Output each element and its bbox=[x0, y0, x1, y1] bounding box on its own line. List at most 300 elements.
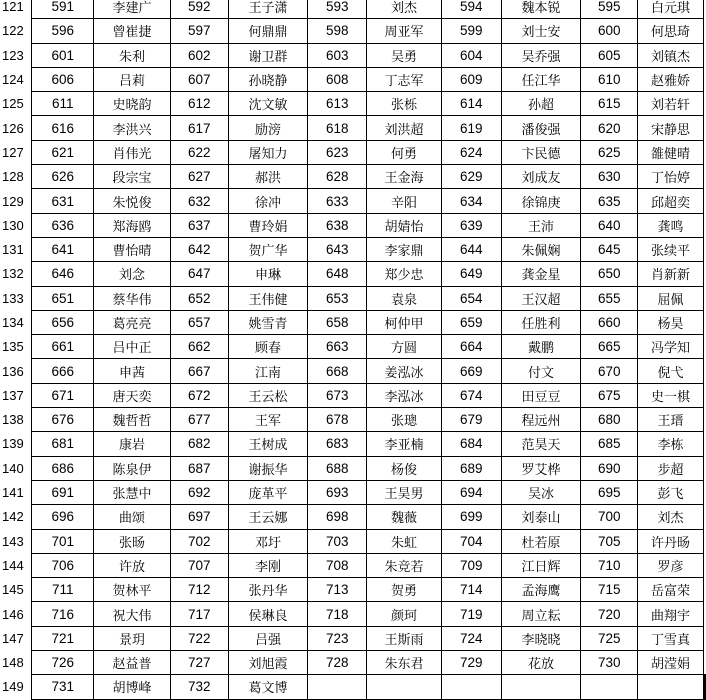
seat-number-cell[interactable]: 603 bbox=[308, 43, 367, 67]
person-name-cell[interactable]: 颜珂 bbox=[367, 602, 442, 626]
seat-number-cell[interactable]: 702 bbox=[170, 529, 228, 553]
person-name-cell[interactable]: 戴鹏 bbox=[501, 335, 581, 359]
seat-number-cell[interactable]: 633 bbox=[308, 189, 367, 213]
seat-number-cell[interactable]: 668 bbox=[308, 359, 367, 383]
seat-number-cell[interactable]: 624 bbox=[441, 140, 501, 164]
seat-number-cell[interactable]: 724 bbox=[441, 626, 501, 650]
seat-number-cell[interactable]: 630 bbox=[581, 165, 638, 189]
seat-number-cell[interactable]: 665 bbox=[581, 335, 638, 359]
seat-number-cell[interactable]: 716 bbox=[32, 602, 94, 626]
person-name-cell[interactable]: 励滂 bbox=[228, 116, 308, 140]
person-name-cell[interactable]: 蔡华伟 bbox=[94, 286, 171, 310]
seat-number-cell[interactable]: 606 bbox=[32, 67, 94, 91]
seat-number-cell[interactable]: 629 bbox=[441, 165, 501, 189]
seat-number-cell[interactable]: 699 bbox=[441, 505, 501, 529]
seat-number-cell[interactable]: 658 bbox=[308, 310, 367, 334]
person-name-cell[interactable]: 徐冲 bbox=[228, 189, 308, 213]
person-name-cell[interactable]: 龚金星 bbox=[501, 262, 581, 286]
person-name-cell[interactable]: 贺勇 bbox=[367, 578, 442, 602]
person-name-cell[interactable]: 陈泉伊 bbox=[94, 456, 171, 480]
seat-number-cell[interactable]: 617 bbox=[170, 116, 228, 140]
seat-number-cell[interactable]: 689 bbox=[441, 456, 501, 480]
seat-number-cell[interactable]: 627 bbox=[170, 165, 228, 189]
person-name-cell[interactable]: 贺广华 bbox=[228, 237, 308, 261]
person-name-cell[interactable]: 潘俊强 bbox=[501, 116, 581, 140]
person-name-cell[interactable]: 魏哲哲 bbox=[94, 408, 171, 432]
seat-number-cell[interactable]: 712 bbox=[170, 578, 228, 602]
person-name-cell[interactable]: 冯学知 bbox=[638, 335, 704, 359]
person-name-cell[interactable]: 卞民德 bbox=[501, 140, 581, 164]
row-number: 127 bbox=[2, 144, 24, 160]
seat-number-cell[interactable]: 723 bbox=[308, 626, 367, 650]
person-name-cell[interactable]: 王金海 bbox=[367, 165, 442, 189]
person-name-cell[interactable]: 步超 bbox=[638, 456, 704, 480]
person-name-cell[interactable]: 刘若轩 bbox=[638, 92, 704, 116]
person-name-cell[interactable]: 岳富荣 bbox=[638, 578, 704, 602]
person-name-cell[interactable]: 刘旭霞 bbox=[228, 651, 308, 675]
person-name-cell[interactable]: 丁怡婷 bbox=[638, 165, 704, 189]
seat-number-cell[interactable]: 654 bbox=[441, 286, 501, 310]
person-name-cell[interactable]: 周亚军 bbox=[367, 19, 442, 43]
seat-number-cell[interactable]: 601 bbox=[32, 43, 94, 67]
person-name-cell[interactable]: 柯仲甲 bbox=[367, 310, 442, 334]
person-name-cell[interactable]: 付文 bbox=[501, 359, 581, 383]
person-name-cell[interactable]: 吴冰 bbox=[501, 480, 581, 504]
person-name-cell[interactable]: 张栎 bbox=[367, 92, 442, 116]
seat-number-cell[interactable]: 727 bbox=[170, 651, 228, 675]
person-name-cell[interactable]: 朱佩娴 bbox=[501, 237, 581, 261]
person-name-cell[interactable]: 罗彦 bbox=[638, 553, 704, 577]
person-name-cell[interactable]: 白元琪 bbox=[638, 0, 704, 19]
seat-number-cell[interactable]: 644 bbox=[441, 237, 501, 261]
seat-number-cell[interactable]: 635 bbox=[581, 189, 638, 213]
person-name-cell[interactable]: 魏本锐 bbox=[501, 0, 581, 19]
seat-number-cell[interactable]: 714 bbox=[441, 578, 501, 602]
seat-number-cell[interactable]: 645 bbox=[581, 237, 638, 261]
seat-number-cell[interactable]: 679 bbox=[441, 408, 501, 432]
person-name-cell[interactable]: 方圆 bbox=[367, 335, 442, 359]
seat-number-cell[interactable]: 609 bbox=[441, 67, 501, 91]
person-name-cell[interactable]: 张慧中 bbox=[94, 480, 171, 504]
person-name-cell[interactable]: 庞革平 bbox=[228, 480, 308, 504]
seat-number-cell[interactable]: 717 bbox=[170, 602, 228, 626]
seat-number-cell[interactable]: 632 bbox=[170, 189, 228, 213]
seat-number-cell[interactable]: 651 bbox=[32, 286, 94, 310]
person-name-cell[interactable]: 倪弋 bbox=[638, 359, 704, 383]
seat-number-cell[interactable]: 685 bbox=[581, 432, 638, 456]
person-name-cell[interactable]: 郑海鸥 bbox=[94, 213, 171, 237]
person-name-cell[interactable]: 王树成 bbox=[228, 432, 308, 456]
seat-number-cell[interactable]: 673 bbox=[308, 383, 367, 407]
seat-number-cell[interactable]: 655 bbox=[581, 286, 638, 310]
person-name-cell[interactable]: 辛阳 bbox=[367, 189, 442, 213]
person-name-cell[interactable]: 郑少忠 bbox=[367, 262, 442, 286]
seat-number-cell[interactable]: 607 bbox=[170, 67, 228, 91]
person-name-cell[interactable]: 周立耘 bbox=[501, 602, 581, 626]
seat-number-cell[interactable]: 622 bbox=[170, 140, 228, 164]
seat-number-cell[interactable]: 620 bbox=[581, 116, 638, 140]
person-name-cell[interactable]: 张璁 bbox=[367, 408, 442, 432]
person-name-cell[interactable]: 贺林平 bbox=[94, 578, 171, 602]
seat-number-cell[interactable]: 637 bbox=[170, 213, 228, 237]
person-name-cell[interactable]: 邓圩 bbox=[228, 529, 308, 553]
seat-number-cell[interactable]: 720 bbox=[581, 602, 638, 626]
seat-number-cell[interactable]: 643 bbox=[308, 237, 367, 261]
person-name-cell[interactable]: 王云娜 bbox=[228, 505, 308, 529]
seat-number-cell[interactable]: 726 bbox=[32, 651, 94, 675]
person-name-cell[interactable]: 曲颂 bbox=[94, 505, 171, 529]
seat-number-cell[interactable]: 649 bbox=[441, 262, 501, 286]
person-name-cell[interactable]: 范昊天 bbox=[501, 432, 581, 456]
person-name-cell[interactable]: 段宗宝 bbox=[94, 165, 171, 189]
seat-number-cell[interactable] bbox=[581, 675, 638, 699]
person-name-cell[interactable]: 葛文博 bbox=[228, 675, 308, 699]
person-name-cell[interactable]: 任江华 bbox=[501, 67, 581, 91]
seat-number-cell[interactable]: 599 bbox=[441, 19, 501, 43]
seat-number-cell[interactable]: 683 bbox=[308, 432, 367, 456]
seat-number-cell[interactable]: 729 bbox=[441, 651, 501, 675]
person-name-cell[interactable]: 姜泓冰 bbox=[367, 359, 442, 383]
seat-number-cell[interactable]: 725 bbox=[581, 626, 638, 650]
seat-number-cell[interactable]: 591 bbox=[32, 0, 94, 19]
person-name-cell[interactable]: 王斯雨 bbox=[367, 626, 442, 650]
person-name-cell[interactable]: 唐天奕 bbox=[94, 383, 171, 407]
person-name-cell[interactable]: 李栋 bbox=[638, 432, 704, 456]
seat-number-cell[interactable]: 598 bbox=[308, 19, 367, 43]
seat-number-cell[interactable]: 695 bbox=[581, 480, 638, 504]
row-number: 136 bbox=[2, 363, 24, 379]
seat-number-cell[interactable]: 681 bbox=[32, 432, 94, 456]
person-name-cell[interactable]: 赵益普 bbox=[94, 651, 171, 675]
person-name-cell[interactable]: 吴勇 bbox=[367, 43, 442, 67]
person-name-cell[interactable]: 孟海鹰 bbox=[501, 578, 581, 602]
seat-number-cell[interactable]: 641 bbox=[32, 237, 94, 261]
person-name-cell[interactable]: 郝洪 bbox=[228, 165, 308, 189]
seat-number-cell[interactable]: 721 bbox=[32, 626, 94, 650]
seat-number-cell[interactable]: 669 bbox=[441, 359, 501, 383]
person-name-cell[interactable]: 邱超奕 bbox=[638, 189, 704, 213]
seat-number-cell[interactable]: 690 bbox=[581, 456, 638, 480]
seat-number-cell[interactable]: 616 bbox=[32, 116, 94, 140]
person-name-cell[interactable]: 谢振华 bbox=[228, 456, 308, 480]
seat-number-cell[interactable]: 634 bbox=[441, 189, 501, 213]
person-name-cell[interactable] bbox=[501, 675, 581, 699]
person-name-cell[interactable]: 许放 bbox=[94, 553, 171, 577]
person-name-cell[interactable]: 王云松 bbox=[228, 383, 308, 407]
seat-number-cell[interactable]: 621 bbox=[32, 140, 94, 164]
person-name-cell[interactable]: 肖伟光 bbox=[94, 140, 171, 164]
person-name-cell[interactable]: 李洪兴 bbox=[94, 116, 171, 140]
table-row bbox=[0, 383, 706, 407]
person-name-cell[interactable]: 李晓晓 bbox=[501, 626, 581, 650]
person-name-cell[interactable]: 屠知力 bbox=[228, 140, 308, 164]
person-name-cell[interactable]: 江日辉 bbox=[501, 553, 581, 577]
person-name-cell[interactable]: 刘洪超 bbox=[367, 116, 442, 140]
seat-number-cell[interactable]: 698 bbox=[308, 505, 367, 529]
person-name-cell[interactable]: 王沛 bbox=[501, 213, 581, 237]
seat-number-cell[interactable]: 692 bbox=[170, 480, 228, 504]
seat-number-cell[interactable]: 677 bbox=[170, 408, 228, 432]
seat-number-cell[interactable]: 732 bbox=[170, 675, 228, 699]
person-name-cell[interactable]: 胡滢娟 bbox=[638, 651, 704, 675]
person-name-cell[interactable]: 孙晓静 bbox=[228, 67, 308, 91]
person-name-cell[interactable]: 吴乔强 bbox=[501, 43, 581, 67]
seat-number-cell[interactable]: 713 bbox=[308, 578, 367, 602]
row-number: 130 bbox=[2, 217, 24, 233]
person-name-cell[interactable]: 彭飞 bbox=[638, 480, 704, 504]
seat-number-cell[interactable]: 704 bbox=[441, 529, 501, 553]
person-name-cell[interactable]: 申茜 bbox=[94, 359, 171, 383]
person-name-cell[interactable]: 沈文敏 bbox=[228, 92, 308, 116]
person-name-cell[interactable]: 王伟健 bbox=[228, 286, 308, 310]
person-name-cell[interactable]: 杨昊 bbox=[638, 310, 704, 334]
person-name-cell[interactable]: 朱东君 bbox=[367, 651, 442, 675]
person-name-cell[interactable]: 王瑨 bbox=[638, 408, 704, 432]
seat-number-cell[interactable]: 619 bbox=[441, 116, 501, 140]
seat-number-cell[interactable]: 684 bbox=[441, 432, 501, 456]
seat-number-cell[interactable]: 653 bbox=[308, 286, 367, 310]
seat-number-cell[interactable]: 657 bbox=[170, 310, 228, 334]
seat-number-cell[interactable]: 662 bbox=[170, 335, 228, 359]
person-name-cell[interactable]: 曹怡晴 bbox=[94, 237, 171, 261]
seat-number-cell[interactable]: 597 bbox=[170, 19, 228, 43]
person-name-cell[interactable]: 宋静思 bbox=[638, 116, 704, 140]
seat-number-cell[interactable] bbox=[308, 675, 367, 699]
person-name-cell[interactable]: 胡婧怡 bbox=[367, 213, 442, 237]
seat-number-cell[interactable]: 691 bbox=[32, 480, 94, 504]
seat-number-cell[interactable]: 670 bbox=[581, 359, 638, 383]
person-name-cell[interactable]: 姚雪青 bbox=[228, 310, 308, 334]
person-name-cell[interactable]: 朱悦俊 bbox=[94, 189, 171, 213]
seat-number-cell[interactable]: 710 bbox=[581, 553, 638, 577]
seat-number-cell[interactable]: 731 bbox=[32, 675, 94, 699]
person-name-cell[interactable]: 朱竞若 bbox=[367, 553, 442, 577]
row-number: 144 bbox=[2, 557, 24, 573]
seat-number-cell[interactable]: 661 bbox=[32, 335, 94, 359]
seat-number-cell[interactable]: 646 bbox=[32, 262, 94, 286]
person-name-cell[interactable]: 王昊男 bbox=[367, 480, 442, 504]
table-row bbox=[0, 408, 706, 432]
seat-number-cell[interactable]: 647 bbox=[170, 262, 228, 286]
person-name-cell[interactable]: 刘士安 bbox=[501, 19, 581, 43]
person-name-cell[interactable]: 刘杰 bbox=[638, 505, 704, 529]
person-name-cell[interactable]: 李泓冰 bbox=[367, 383, 442, 407]
seat-number-cell[interactable]: 602 bbox=[170, 43, 228, 67]
seat-number-cell[interactable]: 728 bbox=[308, 651, 367, 675]
seat-number-cell[interactable]: 708 bbox=[308, 553, 367, 577]
person-name-cell[interactable]: 张旸 bbox=[94, 529, 171, 553]
person-name-cell[interactable]: 肖新新 bbox=[638, 262, 704, 286]
person-name-cell[interactable]: 张丹华 bbox=[228, 578, 308, 602]
person-name-cell[interactable]: 李刚 bbox=[228, 553, 308, 577]
seat-number-cell[interactable]: 701 bbox=[32, 529, 94, 553]
person-name-cell[interactable]: 曹玲娟 bbox=[228, 213, 308, 237]
person-name-cell[interactable]: 谢卫群 bbox=[228, 43, 308, 67]
seat-number-cell[interactable]: 610 bbox=[581, 67, 638, 91]
person-name-cell[interactable]: 李建广 bbox=[94, 0, 171, 19]
seat-number-cell[interactable]: 719 bbox=[441, 602, 501, 626]
person-name-cell[interactable]: 花放 bbox=[501, 651, 581, 675]
seat-number-cell[interactable]: 718 bbox=[308, 602, 367, 626]
person-name-cell[interactable]: 吕强 bbox=[228, 626, 308, 650]
seat-number-cell[interactable]: 608 bbox=[308, 67, 367, 91]
seat-number-cell[interactable]: 618 bbox=[308, 116, 367, 140]
seat-number-cell[interactable]: 614 bbox=[441, 92, 501, 116]
person-name-cell[interactable]: 雒健晴 bbox=[638, 140, 704, 164]
person-name-cell[interactable]: 程远州 bbox=[501, 408, 581, 432]
person-name-cell[interactable]: 朱虹 bbox=[367, 529, 442, 553]
seat-number-cell[interactable]: 680 bbox=[581, 408, 638, 432]
person-name-cell[interactable]: 丁志军 bbox=[367, 67, 442, 91]
person-name-cell[interactable]: 赵雅娇 bbox=[638, 67, 704, 91]
person-name-cell[interactable]: 史晓韵 bbox=[94, 92, 171, 116]
seat-number-cell[interactable]: 594 bbox=[441, 0, 501, 19]
person-name-cell[interactable]: 刘杰 bbox=[367, 0, 442, 19]
seat-number-cell[interactable]: 711 bbox=[32, 578, 94, 602]
person-name-cell[interactable] bbox=[638, 675, 704, 699]
person-name-cell[interactable]: 何鼎鼎 bbox=[228, 19, 308, 43]
person-name-cell[interactable]: 丁雪真 bbox=[638, 626, 704, 650]
person-name-cell[interactable]: 李亚楠 bbox=[367, 432, 442, 456]
person-name-cell[interactable]: 刘成友 bbox=[501, 165, 581, 189]
seat-number-cell[interactable]: 659 bbox=[441, 310, 501, 334]
person-name-cell[interactable]: 徐锦庚 bbox=[501, 189, 581, 213]
person-name-cell[interactable]: 刘泰山 bbox=[501, 505, 581, 529]
seat-number-cell[interactable]: 628 bbox=[308, 165, 367, 189]
person-name-cell[interactable]: 侯琳良 bbox=[228, 602, 308, 626]
seat-number-cell[interactable]: 674 bbox=[441, 383, 501, 407]
seat-number-cell[interactable]: 611 bbox=[32, 92, 94, 116]
seat-number-cell[interactable]: 687 bbox=[170, 456, 228, 480]
seat-number-cell[interactable]: 636 bbox=[32, 213, 94, 237]
person-name-cell[interactable]: 顾春 bbox=[228, 335, 308, 359]
person-name-cell[interactable]: 任胜利 bbox=[501, 310, 581, 334]
seat-number-cell[interactable]: 666 bbox=[32, 359, 94, 383]
seat-number-cell[interactable]: 612 bbox=[170, 92, 228, 116]
person-name-cell[interactable]: 龚鸣 bbox=[638, 213, 704, 237]
seat-number-cell[interactable]: 660 bbox=[581, 310, 638, 334]
person-name-cell[interactable]: 朱利 bbox=[94, 43, 171, 67]
person-name-cell[interactable]: 孙超 bbox=[501, 92, 581, 116]
seat-number-cell[interactable]: 625 bbox=[581, 140, 638, 164]
person-name-cell[interactable]: 王汉超 bbox=[501, 286, 581, 310]
seat-number-cell[interactable]: 682 bbox=[170, 432, 228, 456]
seat-number-cell[interactable]: 686 bbox=[32, 456, 94, 480]
seat-number-cell[interactable]: 640 bbox=[581, 213, 638, 237]
person-name-cell[interactable]: 曾崔捷 bbox=[94, 19, 171, 43]
seat-number-cell[interactable]: 615 bbox=[581, 92, 638, 116]
person-name-cell[interactable]: 吕中正 bbox=[94, 335, 171, 359]
seat-number-cell[interactable]: 700 bbox=[581, 505, 638, 529]
seat-number-cell[interactable]: 592 bbox=[170, 0, 228, 19]
seat-number-cell[interactable]: 696 bbox=[32, 505, 94, 529]
person-name-cell[interactable]: 袁泉 bbox=[367, 286, 442, 310]
seat-number-cell[interactable]: 703 bbox=[308, 529, 367, 553]
seat-number-cell[interactable]: 639 bbox=[441, 213, 501, 237]
person-name-cell[interactable]: 魏薇 bbox=[367, 505, 442, 529]
person-name-cell[interactable]: 康岩 bbox=[94, 432, 171, 456]
seat-number-cell[interactable]: 631 bbox=[32, 189, 94, 213]
person-name-cell[interactable]: 张续平 bbox=[638, 237, 704, 261]
seat-number-cell[interactable]: 664 bbox=[441, 335, 501, 359]
person-name-cell[interactable]: 何勇 bbox=[367, 140, 442, 164]
seat-number-cell[interactable]: 678 bbox=[308, 408, 367, 432]
person-name-cell[interactable]: 胡博峰 bbox=[94, 675, 171, 699]
seat-number-cell[interactable]: 595 bbox=[581, 0, 638, 19]
seat-number-cell[interactable]: 707 bbox=[170, 553, 228, 577]
row-number: 123 bbox=[2, 47, 24, 63]
seat-number-cell[interactable]: 642 bbox=[170, 237, 228, 261]
seat-number-cell[interactable]: 623 bbox=[308, 140, 367, 164]
person-name-cell[interactable]: 景玥 bbox=[94, 626, 171, 650]
person-name-cell[interactable]: 吕莉 bbox=[94, 67, 171, 91]
person-name-cell[interactable]: 申琳 bbox=[228, 262, 308, 286]
seat-number-cell[interactable]: 722 bbox=[170, 626, 228, 650]
seat-number-cell[interactable]: 652 bbox=[170, 286, 228, 310]
seat-number-cell[interactable]: 656 bbox=[32, 310, 94, 334]
person-name-cell[interactable]: 屈佩 bbox=[638, 286, 704, 310]
seat-number-cell[interactable]: 671 bbox=[32, 383, 94, 407]
person-name-cell[interactable] bbox=[367, 675, 442, 699]
seat-number-cell[interactable]: 709 bbox=[441, 553, 501, 577]
seat-number-cell[interactable]: 593 bbox=[308, 0, 367, 19]
seat-number-cell[interactable]: 604 bbox=[441, 43, 501, 67]
seat-number-cell[interactable]: 694 bbox=[441, 480, 501, 504]
person-name-cell[interactable]: 刘镇杰 bbox=[638, 43, 704, 67]
person-name-cell[interactable]: 罗艾桦 bbox=[501, 456, 581, 480]
person-name-cell[interactable]: 田豆豆 bbox=[501, 383, 581, 407]
seat-number-cell[interactable]: 672 bbox=[170, 383, 228, 407]
person-name-cell[interactable]: 王军 bbox=[228, 408, 308, 432]
seat-number-cell[interactable]: 613 bbox=[308, 92, 367, 116]
person-name-cell[interactable]: 刘念 bbox=[94, 262, 171, 286]
person-name-cell[interactable]: 杨俊 bbox=[367, 456, 442, 480]
person-name-cell[interactable]: 何思琦 bbox=[638, 19, 704, 43]
person-name-cell[interactable]: 王子潇 bbox=[228, 0, 308, 19]
seat-number-cell[interactable]: 676 bbox=[32, 408, 94, 432]
person-name-cell[interactable]: 李家鼎 bbox=[367, 237, 442, 261]
seat-number-cell[interactable]: 715 bbox=[581, 578, 638, 602]
seat-number-cell[interactable]: 693 bbox=[308, 480, 367, 504]
seat-number-cell[interactable]: 596 bbox=[32, 19, 94, 43]
person-name-cell[interactable]: 江南 bbox=[228, 359, 308, 383]
row-number: 137 bbox=[2, 387, 24, 403]
seat-number-cell[interactable]: 638 bbox=[308, 213, 367, 237]
seat-number-cell[interactable]: 626 bbox=[32, 165, 94, 189]
seat-number-cell[interactable]: 600 bbox=[581, 19, 638, 43]
person-name-cell[interactable]: 曲翔宇 bbox=[638, 602, 704, 626]
seat-number-cell[interactable]: 648 bbox=[308, 262, 367, 286]
person-name-cell[interactable]: 许丹旸 bbox=[638, 529, 704, 553]
seat-number-cell[interactable]: 605 bbox=[581, 43, 638, 67]
seat-number-cell[interactable] bbox=[441, 675, 501, 699]
person-name-cell[interactable] bbox=[705, 675, 706, 699]
row-number: 134 bbox=[2, 315, 24, 330]
person-name-cell[interactable]: 葛亮亮 bbox=[94, 310, 171, 334]
seat-number-cell[interactable]: 730 bbox=[581, 651, 638, 675]
seat-number-cell[interactable]: 650 bbox=[581, 262, 638, 286]
seat-number-cell[interactable]: 663 bbox=[308, 335, 367, 359]
seat-number-cell[interactable]: 667 bbox=[170, 359, 228, 383]
person-name-cell[interactable]: 祝大伟 bbox=[94, 602, 171, 626]
seat-number-cell[interactable]: 706 bbox=[32, 553, 94, 577]
seat-number-cell[interactable]: 697 bbox=[170, 505, 228, 529]
seat-number-cell[interactable]: 705 bbox=[581, 529, 638, 553]
seat-number-cell[interactable]: 675 bbox=[581, 383, 638, 407]
seat-number-cell[interactable]: 688 bbox=[308, 456, 367, 480]
person-name-cell[interactable]: 杜若原 bbox=[501, 529, 581, 553]
person-name-cell[interactable]: 史一棋 bbox=[638, 383, 704, 407]
